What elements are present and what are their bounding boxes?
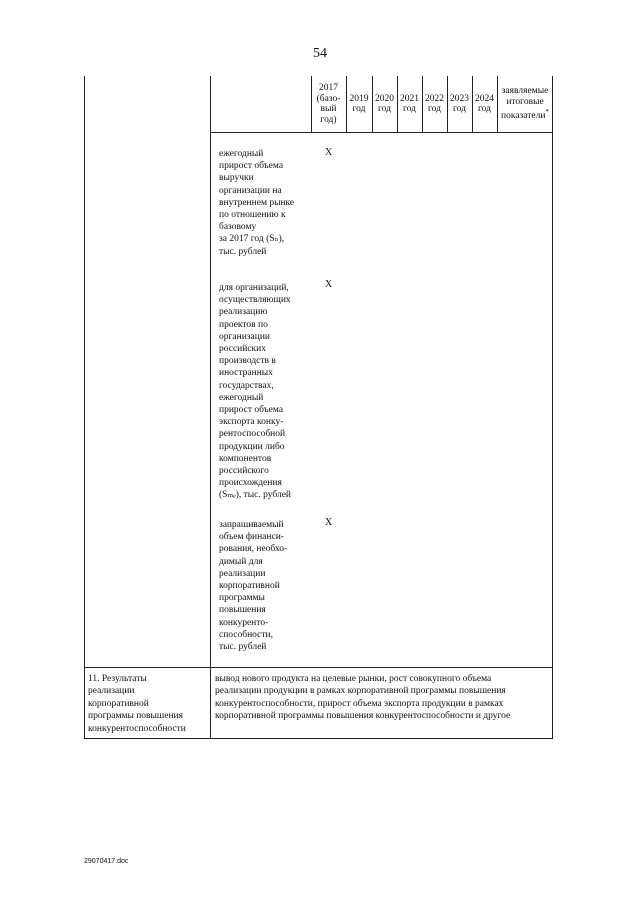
page-number: 54 <box>313 46 327 61</box>
header-base-year-line: 2017 <box>319 83 338 93</box>
column-divider <box>210 76 211 739</box>
header-final <box>497 76 553 132</box>
indicator-text: запрашиваемый объем финанси- рования, необхо- димый для реализации корпоративной программы повышения конкурентo- способности, тыс. рублей <box>219 520 288 653</box>
footer-filename: 29070417.doc <box>84 858 129 865</box>
header-year-unit: год <box>378 104 391 114</box>
section-divider <box>84 667 553 668</box>
header-year: 2022 <box>425 93 444 104</box>
header-base-year-line: (базо- <box>316 93 341 104</box>
header-year-2024 <box>472 76 497 132</box>
section-11-label: 11. Результаты реализации корпоративной программы повышения конкурентоспособности <box>88 674 186 734</box>
header-year: 2020 <box>375 93 394 104</box>
header-base-year-line: год) <box>320 114 337 125</box>
header-base-year <box>311 76 346 132</box>
indicator-text: для организаций, осуществляющих реализацию проектов по организации российских производств в иностранных государствах, ежегодный прирост объема экспорта конку- рентоспособной продукции либо компонентов российского происхождения (Sₘₑ), тыс. рублей <box>219 283 292 501</box>
header-year-unit: год <box>403 104 416 114</box>
indicator-mark: X <box>325 279 333 290</box>
header-year: 2019 <box>349 93 369 104</box>
table-border-bottom <box>84 738 553 739</box>
header-year-unit: год <box>352 104 366 114</box>
indicator-mark: X <box>325 147 333 158</box>
header-year-2020 <box>372 76 397 132</box>
header-final-line: итоговые <box>506 96 544 107</box>
header-bottom-border <box>210 132 553 133</box>
header-year: 2024 <box>475 93 494 104</box>
table-border-left <box>84 76 85 739</box>
header-year-unit: год <box>453 104 466 114</box>
indicator-mark: X <box>325 517 333 528</box>
header-final-mark: * <box>545 108 549 117</box>
header-final-word: показатели <box>501 111 546 122</box>
table-border-right <box>552 76 553 739</box>
header-year-2021 <box>397 76 422 132</box>
header-year-2022 <box>422 76 447 132</box>
header-year: 2021 <box>400 93 419 104</box>
section-11-text: вывод нового продукта на целевые рынки, рост совокупного объема реализации продукции в рамках корпоративной программы повышения конкурентоспособности, прирост объема экспорта продукции в рамках корпоративной программы повышения конкурентоспособности и другое <box>215 674 511 722</box>
header-year-unit: год <box>428 104 441 114</box>
header-final-line <box>501 107 549 122</box>
header-base-year-line: вый <box>320 104 337 114</box>
indicator-text: ежегодный прирост объема выручки организации на внутреннем рынке по отношению к базовому за 2017 год (Sₙ), тыс. рублей <box>219 149 295 257</box>
header-year: 2023 <box>450 93 469 104</box>
header-year-2019 <box>346 76 372 132</box>
header-final-line: заявляемые <box>501 86 549 97</box>
header-year-unit: год <box>478 104 491 114</box>
data-table <box>84 76 553 739</box>
header-year-2023 <box>447 76 472 132</box>
